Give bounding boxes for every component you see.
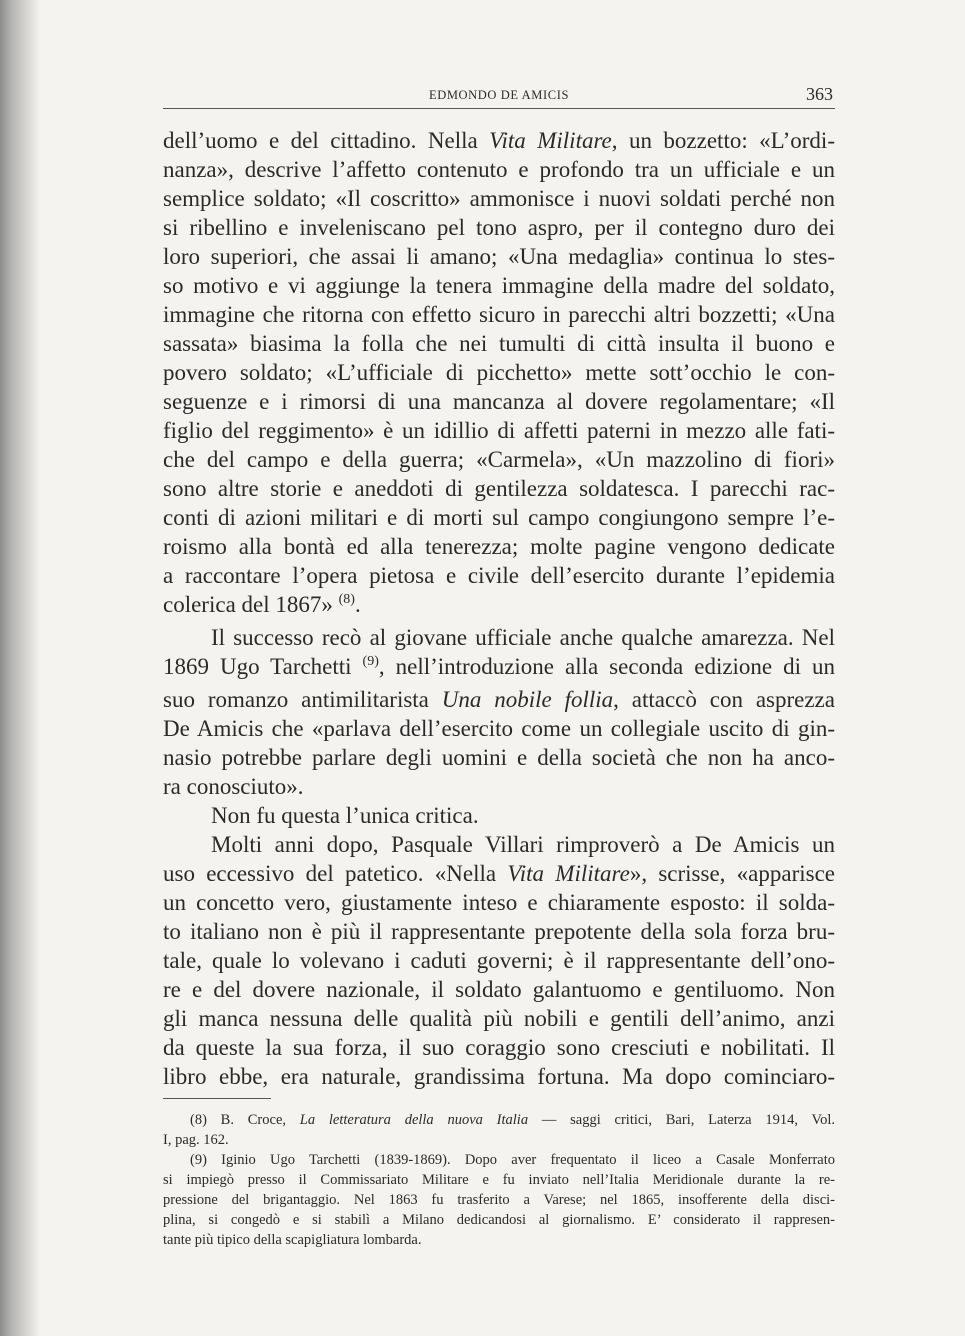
page-spine-shadow xyxy=(0,0,40,1336)
text-line: so motivo e vi aggiunge la tenera immagine della madre del soldato, xyxy=(163,273,835,298)
text-line: a raccontare l’opera pietosa e civile dell’esercito durante l’epidemia xyxy=(163,563,835,588)
text-line: loro superiori, che assai li amano; «Una medaglia» continua lo stes- xyxy=(163,244,835,269)
footnote-line: si impiegò presso il Commissariato Militare e fu inviato nell’Italia Meridionale durante la re- xyxy=(163,1172,835,1188)
text-line: libro ebbe, era naturale, grandissima fortuna. Ma dopo cominciaro- xyxy=(163,1064,835,1089)
text-line: gli manca nessuna delle qualità più nobili e gentili dell’animo, anzi xyxy=(163,1006,835,1031)
text-line: da queste la sua forza, il suo coraggio sono cresciuti e nobilitati. Il xyxy=(163,1035,835,1060)
footnote-line: (8) B. Croce, La letteratura della nuova Italia — saggi critici, Bari, Laterza 1914, Vol. xyxy=(190,1112,836,1128)
footnotes xyxy=(163,1110,835,1250)
body-text xyxy=(163,126,835,1091)
text-line: Non fu questa l’unica critica. xyxy=(211,803,479,828)
footnote-line: I, pag. 162. xyxy=(163,1132,229,1148)
text-line: dell’uomo e del cittadino. Nella Vita Militare, un bozzetto: «L’ordi- xyxy=(163,128,835,153)
text-line: De Amicis che «parlava dell’esercito come un collegiale uscito di gin- xyxy=(163,716,835,741)
text-line: nanza», descrive l’affetto contenuto e profondo tra un ufficiale e un xyxy=(163,157,835,182)
page-header xyxy=(163,86,835,109)
text-line: figlio del reggimento» è un idillio di affetti paterni in mezzo alle fati- xyxy=(163,418,835,443)
footnote-reference-8: (8) xyxy=(338,592,355,607)
page-number: 363 xyxy=(806,84,833,104)
footnote-divider xyxy=(163,1098,271,1099)
text-line: suo romanzo antimilitarista Una nobile follia, attaccò con asprezza xyxy=(163,687,835,712)
text-line: un concetto vero, giustamente inteso e chiaramente esposto: il solda- xyxy=(163,890,835,915)
text-line: semplice soldato; «Il coscritto» ammonisce i nuovi soldati perché non xyxy=(163,186,835,211)
text-line: to italiano non è più il rappresentante prepotente della sola forza bru- xyxy=(163,919,835,944)
text-line: Molti anni dopo, Pasquale Villari rimproverò a De Amicis un xyxy=(211,832,835,857)
text-line: 1869 Ugo Tarchetti $^{(9)}$, nell’introduzione alla seconda edizione di un xyxy=(163,654,835,679)
text-line: immagine che ritorna con effetto sicuro in parecchi altri bozzetti; «Una xyxy=(163,302,835,327)
text-line: Il successo recò al giovane ufficiale anche qualche amarezza. Nel xyxy=(211,625,835,650)
text-line: re e del dovere nazionale, il soldato galantuomo e gentiluomo. Non xyxy=(163,977,835,1002)
text-line: tale, quale lo volevano i caduti governi; è il rappresentante dell’ono- xyxy=(163,948,835,973)
footnote-line: (9) Iginio Ugo Tarchetti (1839-1869). Dopo aver frequentato il liceo a Casale Monferrato xyxy=(190,1152,835,1168)
text-line: sassata» biasima la folla che nei tumulti di città insulta il buono e xyxy=(163,331,835,356)
text-line: conti di azioni militari e di morti sul campo congiungono sempre l’e- xyxy=(163,505,835,530)
running-title: EDMONDO DE AMICIS xyxy=(428,88,570,102)
text-line: roismo alla bontà ed alla tenerezza; molte pagine vengono dedicate xyxy=(163,534,835,559)
text-line: sono altre storie e aneddoti di gentilezza soldatesca. I parecchi rac- xyxy=(163,476,835,501)
footnote-line: tante più tipico della scapigliatura lombarda. xyxy=(163,1232,422,1248)
footnote-line: pressione del brigantaggio. Nel 1863 fu trasferito a Varese; nel 1865, insofferente della disci- xyxy=(163,1192,835,1208)
text-line: seguenze e i rimorsi di una mancanza al dovere regolamentare; «Il xyxy=(163,389,835,414)
footnote-line: plina, si congedò e si stabilì a Milano dedicandosi al giornalismo. E’ considerato il rappresen- xyxy=(163,1212,835,1228)
text-line: uso eccessivo del patetico. «Nella Vita Militare», scrisse, «apparisce xyxy=(163,861,836,886)
footnote-reference-9: (9) xyxy=(362,654,379,669)
text-line: nasio potrebbe parlare degli uomini e della società che non ha anco- xyxy=(163,745,835,770)
text-line: povero soldato; «L’ufficiale di picchetto» mette sott’occhio le con- xyxy=(163,360,835,385)
text-line: che del campo e della guerra; «Carmela», «Un mazzolino di fiori» xyxy=(163,447,835,472)
text-line: ra conosciuto». xyxy=(163,774,304,799)
text-line: si ribellino e inveleniscano pel tono aspro, per il contegno duro dei xyxy=(163,215,835,240)
text-line: colerica del 1867» $^{(8)}$. xyxy=(163,592,361,617)
